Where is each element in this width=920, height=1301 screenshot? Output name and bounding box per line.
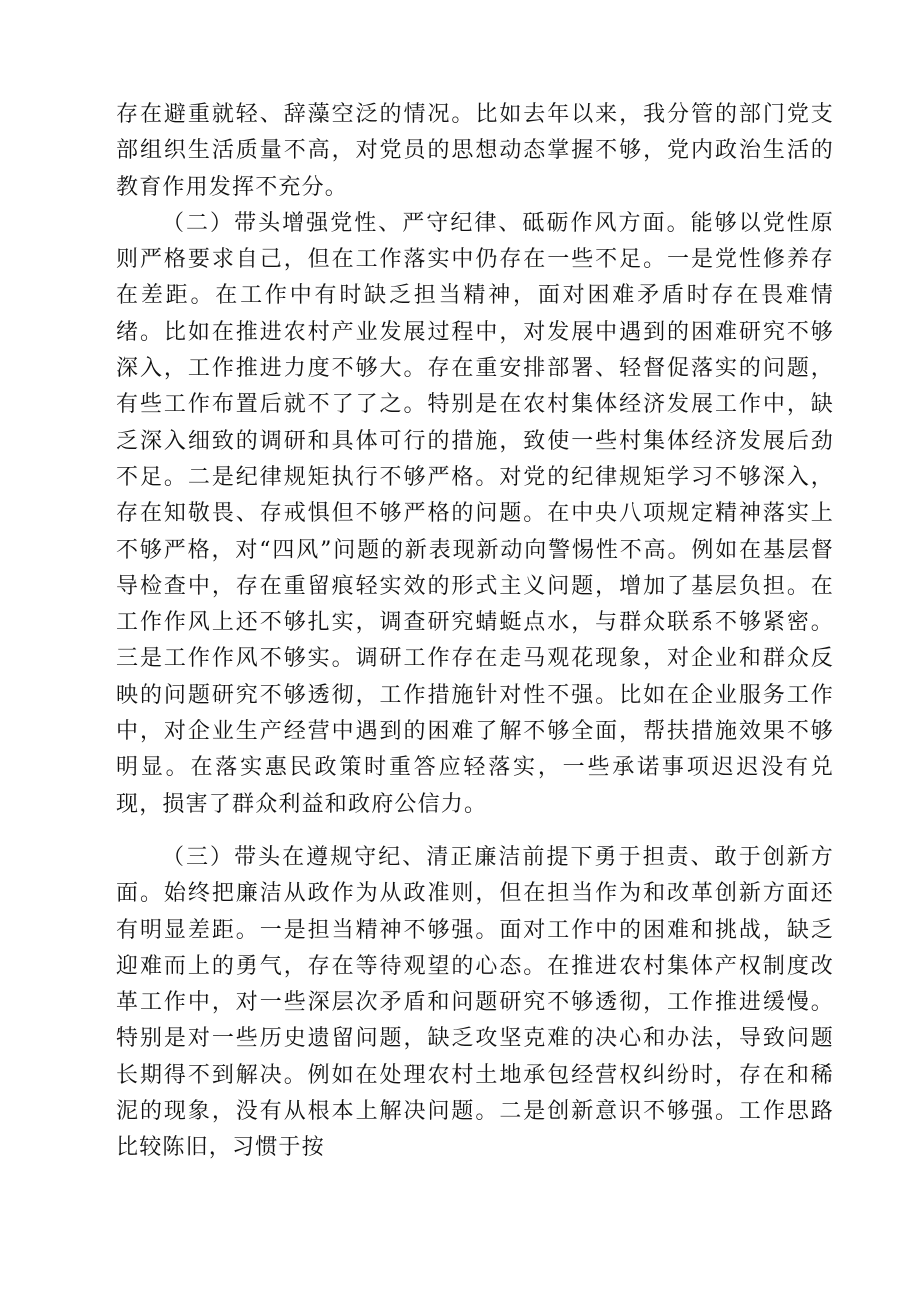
- paragraph-continuation: 存在避重就轻、辞藻空泛的情况。比如去年以来，我分管的部门党支部组织生活质量不高，对党员的思想动态掌握不够，党内政治生活的教育作用发挥不充分。: [116, 102, 834, 200]
- document-body: [116, 97, 834, 1167]
- paragraph-section-three: （三）带头在遵规守纪、清正廉洁前提下勇于担责、敢于创新方面。始终把廉洁从政作为从政准则，但在担当作为和改革创新方面还有明显差距。一是担当精神不够强。面对工作中的困难和挑战，缺乏迎难而上的勇气，存在等待观望的心态。在推进农村集体产权制度改革工作中，对一些深层次矛盾和问题研究不够透彻，工作推进缓慢。特别是对一些历史遗留问题，缺乏攻坚克难的决心和办法，导致问题长期得不到解决。例如在处理农村土地承包经营权纠纷时，存在和稀泥的现象，没有从根本上解决问题。二是创新意识不够强。工作思路比较陈旧，习惯于按: [116, 844, 834, 1161]
- paragraph-section-two: （二）带头增强党性、严守纪律、砥砺作风方面。能够以党性原则严格要求自己，但在工作落实中仍存在一些不足。一是党性修养存在差距。在工作中有时缺乏担当精神，面对困难矛盾时存在畏难情绪。比如在推进农村产业发展过程中，对发展中遇到的困难研究不够深入，工作推进力度不够大。存在重安排部署、轻督促落实的问题，有些工作布置后就不了了之。特别是在农村集体经济发展工作中，缺乏深入细致的调研和具体可行的措施，致使一些村集体经济发展后劲不足。二是纪律规矩执行不够严格。对党的纪律规矩学习不够深入，存在知敬畏、存戒惧但不够严格的问题。在中央八项规定精神落实上不够严格，对“四风”问题的新表现新动向警惕性不高。例如在基层督导检查中，存在重留痕轻实效的形式主义问题，增加了基层负担。在工作作风上还不够扎实，调查研究蜻蜓点水，与群众联系不够紧密。三是工作作风不够实。调研工作存在走马观花现象，对企业和群众反映的问题研究不够透彻，工作措施针对性不强。比如在企业服务工作中，对企业生产经营中遇到的困难了解不够全面，帮扶措施效果不够明显。在落实惠民政策时重答应轻落实，一些承诺事项迟迟没有兑现，损害了群众利益和政府公信力。: [116, 210, 834, 817]
